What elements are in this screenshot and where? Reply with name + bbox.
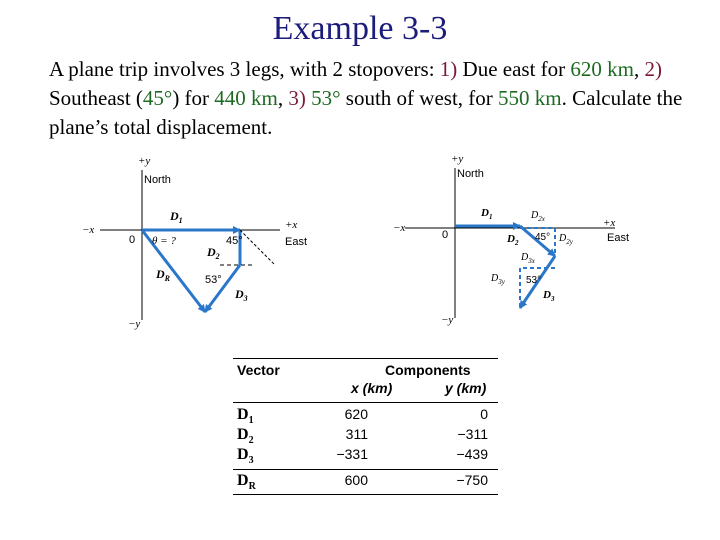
problem-text-2: Due east for — [457, 57, 571, 81]
left-d2-label: $D_2$ — [207, 245, 220, 261]
table-bottom-rule — [233, 494, 498, 495]
problem-text-9: . Calculate the plane’s total displacement. — [49, 86, 683, 139]
problem-text-3: , — [634, 57, 645, 81]
right-vector-diagram — [385, 148, 645, 333]
right-d3x-label: $D_{3x}$ — [521, 252, 535, 265]
right-angle45-label: 45° — [535, 232, 551, 243]
problem-statement — [49, 55, 699, 142]
row-y-value: −439 — [456, 446, 488, 462]
right-d1-label: $D_1$ — [481, 207, 493, 221]
right-plus-y-label: +y — [451, 153, 464, 165]
leg-3-angle: 53° — [311, 86, 341, 110]
header-y: y (km) — [445, 380, 487, 396]
slide-title: Example 3-3 — [272, 10, 448, 47]
row-vector-label: $D_1$ — [237, 406, 254, 427]
table-row — [233, 426, 498, 446]
left-minus-x-label: −x — [82, 224, 95, 236]
problem-text-1: A plane trip involves 3 legs, with 2 stopovers: — [49, 57, 440, 81]
leg-1-distance: 620 km — [570, 57, 635, 81]
components-table — [233, 358, 498, 495]
row-y-value: −750 — [456, 472, 488, 488]
right-d2x-label: $D_{2x}$ — [531, 210, 545, 223]
right-plus-x-label: +x — [603, 217, 616, 229]
left-minus-y-label: −y — [128, 318, 141, 330]
right-angle53-label: 53° — [526, 275, 542, 286]
left-dr-label: $D_R$ — [156, 267, 171, 283]
left-origin-label: 0 — [129, 234, 136, 246]
table-row — [233, 406, 498, 426]
table-header-rule — [233, 402, 498, 403]
left-angle53-label: 53° — [205, 274, 222, 286]
left-angle45-label: 45° — [226, 235, 243, 247]
problem-text-8: south of west, for — [340, 86, 499, 110]
left-d3-label: $D_3$ — [235, 287, 248, 303]
row-vector-label: $D_3$ — [237, 446, 254, 467]
right-minus-y-label: −y — [441, 314, 454, 326]
row-y-value: −311 — [457, 426, 488, 442]
row-vector-label: $D_R$ — [237, 472, 256, 493]
row-x-value: 311 — [345, 426, 368, 442]
table-top-rule — [233, 358, 498, 359]
leg-3-distance: 550 km — [498, 86, 562, 110]
right-north-label: North — [457, 168, 484, 180]
row-x-value: 620 — [344, 406, 368, 422]
right-d2-label: $D_2$ — [507, 233, 519, 247]
left-vector-diagram — [80, 150, 308, 335]
header-components: Components — [385, 362, 471, 378]
row-vector-label: $D_2$ — [237, 426, 254, 447]
problem-text-4: Southeast ( — [49, 86, 143, 110]
right-east-label: East — [607, 232, 630, 244]
row-x-value: 600 — [344, 472, 368, 488]
leg-2-angle: 45° — [142, 86, 173, 110]
table-row — [233, 446, 498, 466]
leg-3-number: 3) — [288, 86, 306, 110]
header-vector: Vector — [237, 362, 280, 378]
right-d3y-label: $D_{3y}$ — [491, 273, 505, 286]
right-origin-label: 0 — [442, 229, 449, 241]
left-east-label: East — [285, 236, 308, 248]
table-sum-rule — [233, 469, 498, 470]
leg-2-number: 2) — [644, 57, 663, 81]
row-x-value: −331 — [336, 446, 368, 462]
problem-text-6: , — [277, 86, 289, 110]
right-minus-x-label: −x — [393, 222, 406, 234]
header-x: x (km) — [351, 380, 393, 396]
right-d2y-label: $D_{2y}$ — [559, 233, 573, 246]
table-row — [233, 472, 498, 492]
left-theta-label: θ = ? — [152, 235, 176, 247]
leg-2-distance: 440 km — [214, 86, 278, 110]
right-d3-label: $D_3$ — [543, 289, 555, 303]
left-plus-y-label: +y — [138, 155, 151, 167]
leg-1-number: 1) — [439, 57, 458, 81]
left-plus-x-label: +x — [285, 219, 298, 231]
problem-text-5: ) for — [172, 86, 215, 110]
left-d1-label: $D_1$ — [170, 209, 183, 225]
left-north-label: North — [144, 174, 171, 186]
row-y-value: 0 — [480, 406, 488, 422]
